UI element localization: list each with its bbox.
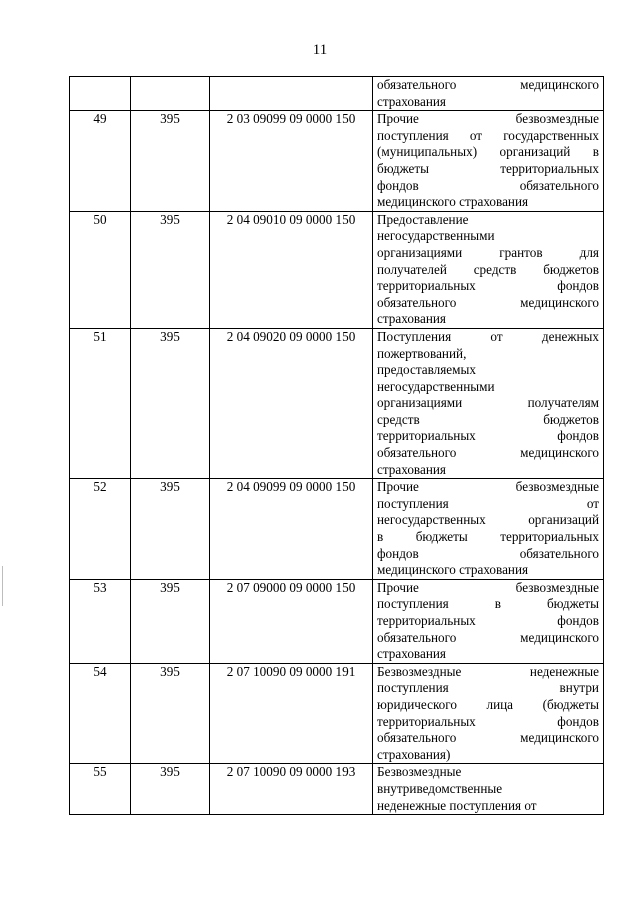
row-number-cell: 49 (70, 111, 131, 212)
description-line: медицинского страхования (377, 194, 529, 210)
scan-margin-mark (2, 566, 3, 606)
description-line: средств бюджетов (377, 411, 599, 427)
description-cell (373, 479, 604, 580)
admin-code-cell (131, 77, 210, 111)
admin-code-cell: 395 (131, 328, 210, 478)
row-number-cell: 54 (70, 663, 131, 764)
description-line: медицинского страхования (377, 562, 529, 578)
admin-code-cell: 395 (131, 211, 210, 328)
description-line: обязательного медицинского (377, 445, 599, 461)
description-line: территориальных фондов (377, 278, 599, 294)
row-number-cell: 53 (70, 579, 131, 663)
description-line: страхования (377, 93, 446, 109)
admin-code-cell: 395 (131, 111, 210, 212)
description-cell (373, 764, 604, 815)
admin-code-cell: 395 (131, 663, 210, 764)
table-row (70, 111, 604, 212)
description-line: внутриведомственные (377, 780, 503, 796)
budget-code-cell: 2 04 09099 09 0000 150 (210, 479, 373, 580)
description-line: поступления от (377, 495, 599, 511)
row-number-cell (70, 77, 131, 111)
description-line: поступления от государственных (377, 127, 599, 143)
description-line: юридического лица (бюджеты (377, 696, 599, 712)
description-line: поступления в бюджеты (377, 596, 599, 612)
budget-code-cell: 2 04 09010 09 0000 150 (210, 211, 373, 328)
description-line: страхования (377, 646, 446, 662)
description-line: страхования) (377, 746, 451, 762)
description-line: получателей средств бюджетов (377, 261, 599, 277)
description-line: Прочие безвозмездные (377, 111, 599, 127)
description-line: территориальных фондов (377, 428, 599, 444)
description-line: фондов обязательного (377, 545, 599, 561)
description-line: Безвозмездные неденежные (377, 663, 599, 679)
description-line: негосударственных организаций (377, 512, 599, 528)
budget-code-cell: 2 04 09020 09 0000 150 (210, 328, 373, 478)
description-line: Прочие безвозмездные (377, 579, 599, 595)
description-line: Поступления от денежных (377, 328, 599, 344)
description-line: организациями получателям (377, 395, 599, 411)
description-line: обязательного медицинского (377, 77, 599, 92)
table-row (70, 579, 604, 663)
table-body (70, 77, 604, 815)
description-line: бюджеты территориальных (377, 160, 599, 176)
description-line: территориальных фондов (377, 613, 599, 628)
budget-code-cell: 2 03 09099 09 0000 150 (210, 111, 373, 212)
admin-code-cell: 395 (131, 479, 210, 580)
description-line: Прочие безвозмездные (377, 479, 599, 495)
description-cell (373, 111, 604, 212)
description-line: Безвозмездные (377, 764, 462, 780)
budget-code-cell: 2 07 10090 09 0000 193 (210, 764, 373, 815)
row-number-cell: 50 (70, 211, 131, 328)
description-line: фондов обязательного (377, 177, 599, 193)
description-cell (373, 663, 604, 764)
table-row (70, 764, 604, 815)
description-line: страхования (377, 461, 446, 477)
table-row (70, 211, 604, 328)
description-line: неденежные поступления от (377, 797, 537, 813)
description-cell (373, 579, 604, 663)
description-line: негосударственными (377, 378, 495, 394)
row-number-cell: 52 (70, 479, 131, 580)
table-row (70, 77, 604, 111)
description-line: обязательного медицинского (377, 730, 599, 746)
description-line: в бюджеты территориальных (377, 529, 599, 545)
row-number-cell: 51 (70, 328, 131, 478)
row-number-cell: 55 (70, 764, 131, 815)
revenue-codes-table (69, 76, 604, 815)
budget-code-cell: 2 07 09000 09 0000 150 (210, 579, 373, 663)
description-line: (муниципальных) организаций в (377, 144, 599, 160)
description-line: негосударственными (377, 228, 495, 244)
description-line: поступления внутри (377, 680, 599, 696)
page-number: 11 (312, 42, 328, 58)
description-line: предоставляемых (377, 362, 476, 378)
description-cell (373, 211, 604, 328)
budget-code-cell: 2 07 10090 09 0000 191 (210, 663, 373, 764)
admin-code-cell: 395 (131, 764, 210, 815)
description-line: пожертвований, (377, 345, 467, 361)
description-cell (373, 328, 604, 478)
table-row (70, 663, 604, 764)
description-line: территориальных фондов (377, 713, 599, 729)
description-line: обязательного медицинского (377, 294, 599, 310)
description-line: организациями грантов для (377, 244, 599, 260)
description-cell (373, 77, 604, 111)
description-line: страхования (377, 311, 446, 327)
description-line: Предоставление (377, 211, 469, 227)
description-line: обязательного медицинского (377, 629, 599, 645)
table-row (70, 479, 604, 580)
table-row (70, 328, 604, 478)
budget-code-cell (210, 77, 373, 111)
admin-code-cell: 395 (131, 579, 210, 663)
